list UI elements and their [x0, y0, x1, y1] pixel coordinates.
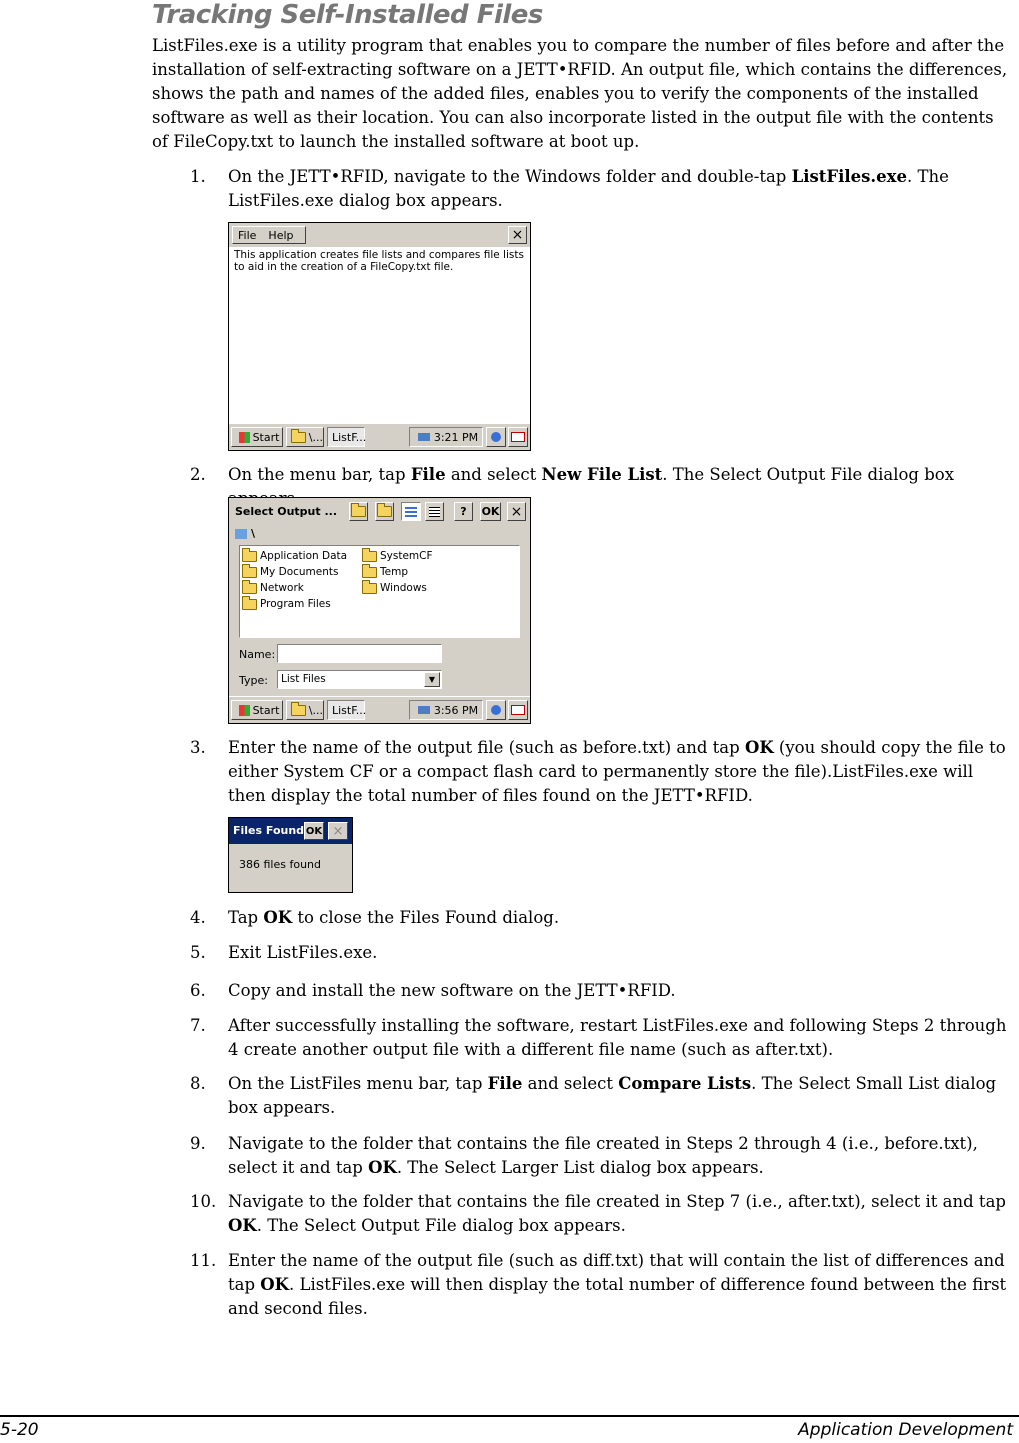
chevron-down-icon[interactable]: ▼ [424, 672, 440, 687]
files-found-dialog [228, 817, 353, 893]
start-button[interactable]: Start [231, 427, 283, 447]
step-number: 8. [190, 1074, 206, 1093]
list-view-icon [405, 507, 417, 517]
dialog-title: Files Found [233, 824, 305, 837]
windows-logo-icon [239, 705, 250, 716]
menu-file[interactable]: File [238, 228, 257, 242]
folder-item[interactable]: Windows [362, 582, 427, 594]
network-icon [418, 706, 430, 714]
input-panel-icon[interactable] [508, 700, 528, 720]
folder-item[interactable]: Program Files [242, 598, 331, 610]
page-heading: Tracking Self-Installed Files [152, 0, 543, 30]
taskbar-app[interactable]: ListF... [327, 700, 365, 720]
step-number: 7. [190, 1016, 206, 1035]
type-select[interactable]: List Files [277, 670, 442, 689]
type-label: Type: [239, 674, 268, 687]
step-number: 5. [190, 943, 206, 962]
close-icon: × [332, 823, 344, 839]
current-path: \ [235, 527, 255, 540]
network-icon [418, 433, 430, 441]
step-text: Navigate to the folder that contains the file created in Step 7 (i.e., after.txt), select it and tap OK. The Select Output File dialog box appears. [228, 1192, 1006, 1235]
help-button[interactable]: ? [454, 502, 473, 521]
folder-item[interactable]: Temp [362, 566, 408, 578]
close-button[interactable] [508, 226, 527, 244]
desktop-icon[interactable] [486, 427, 506, 447]
ok-button[interactable]: OK [480, 502, 501, 521]
step-number: 3. [190, 738, 206, 757]
folder-icon [291, 432, 306, 443]
input-panel-icon[interactable] [508, 427, 528, 447]
folder-item[interactable]: SystemCF [362, 550, 433, 562]
folder-item[interactable]: Network [242, 582, 304, 594]
list-view-button[interactable] [401, 502, 421, 521]
step-number: 9. [190, 1134, 206, 1153]
close-button[interactable] [507, 502, 526, 521]
chapter-title: Application Development [798, 1420, 1013, 1440]
intro-paragraph: ListFiles.exe is a utility program that enables you to compare the number of files before and after the installation of self-extracting software on a JETT•RFID. An output file, which contains the differences, shows the path and names of the added files, enables you to verify the components of the installed software as well as their location. You can also incorporate listed in the output file with the contents of FileCopy.txt to launch the installed software at boot up. [152, 36, 1008, 151]
step-number: 6. [190, 981, 206, 1000]
close-button[interactable] [328, 822, 348, 840]
folder-icon [291, 705, 306, 716]
folder-icon [242, 583, 257, 594]
name-label: Name: [239, 648, 276, 661]
folder-icon [242, 551, 257, 562]
select-output-window [228, 497, 531, 724]
tray-clock: 3:56 PM [409, 700, 483, 720]
folder-item[interactable]: Application Data [242, 550, 347, 562]
listfiles-window [228, 222, 531, 451]
taskbar [229, 423, 530, 450]
step-number: 4. [190, 908, 206, 927]
dialog-titlebar [229, 818, 352, 844]
magnifier-folder-icon [235, 529, 247, 539]
folder-list [239, 545, 520, 638]
step-text: Enter the name of the output file (such as diff.txt) that will contain the list of differences and tap OK. ListFiles.exe will then display the total number of difference found between the first and second files. [228, 1251, 1007, 1318]
step-text: On the JETT•RFID, navigate to the Windows folder and double-tap ListFiles.exe. The ListFiles.exe dialog box appears. [228, 167, 949, 210]
taskbar-folder[interactable]: \... [286, 427, 324, 447]
step-text: After successfully installing the software, restart ListFiles.exe and following Steps 2 through 4 create another output file with a different file name (such as after.txt). [228, 1016, 1007, 1059]
folder-icon [362, 551, 377, 562]
folder-icon [362, 567, 377, 578]
up-folder-button[interactable] [349, 502, 368, 521]
taskbar-app[interactable]: ListF... [327, 427, 365, 447]
step-number: 11. [190, 1251, 217, 1270]
taskbar [229, 696, 530, 723]
taskbar-folder[interactable]: \... [286, 700, 324, 720]
step-text: Exit ListFiles.exe. [228, 943, 378, 962]
step-text: On the ListFiles menu bar, tap File and select Compare Lists. The Select Small List dialog box appears. [228, 1074, 997, 1117]
new-folder-button[interactable] [375, 502, 394, 521]
folder-icon [242, 599, 257, 610]
folder-icon [362, 583, 377, 594]
step-text: On the menu bar, tap File and select New File List. The Select Output File dialog box [228, 465, 955, 484]
close-icon: × [510, 503, 523, 520]
folder-item[interactable]: My Documents [242, 566, 338, 578]
start-button[interactable]: Start [231, 700, 283, 720]
dialog-title: Select Output ... [235, 505, 337, 518]
windows-logo-icon [239, 432, 250, 443]
new-folder-icon [377, 506, 392, 517]
name-input[interactable] [277, 644, 442, 663]
step-number: 2. [190, 465, 206, 484]
up-folder-icon [351, 506, 366, 517]
app-message: This application creates file lists and compares file lists to aid in the creation of a FileCopy.txt file. [234, 249, 524, 273]
page-number: 5-20 [0, 1420, 39, 1440]
details-view-icon [429, 507, 440, 517]
step-text: Copy and install the new software on the JETT•RFID. [228, 981, 676, 1000]
folder-icon [242, 567, 257, 578]
menu-bar [229, 223, 530, 247]
step-text: Navigate to the folder that contains the file created in Steps 2 through 4 (i.e., before.txt), select it and tap OK. The Select Larger List dialog box appears. [228, 1134, 978, 1177]
ok-button[interactable]: OK [304, 822, 324, 840]
step-number: 1. [190, 167, 206, 186]
files-count-message: 386 files found [239, 858, 322, 871]
tray-clock: 3:21 PM [409, 427, 483, 447]
step-text: Tap OK to close the Files Found dialog. [228, 908, 560, 927]
details-view-button[interactable] [425, 502, 444, 521]
step-text: Enter the name of the output file (such as before.txt) and tap OK (you should copy the file to either System CF or a compact flash card to permanently store the file).ListFiles.exe will then display the total number of files found on the JETT•RFID. [228, 738, 1006, 805]
step-number: 10. [190, 1192, 217, 1211]
close-icon: × [511, 227, 524, 243]
footer-rule [0, 1415, 1019, 1417]
menu-help[interactable]: Help [268, 228, 294, 242]
desktop-icon[interactable] [486, 700, 506, 720]
